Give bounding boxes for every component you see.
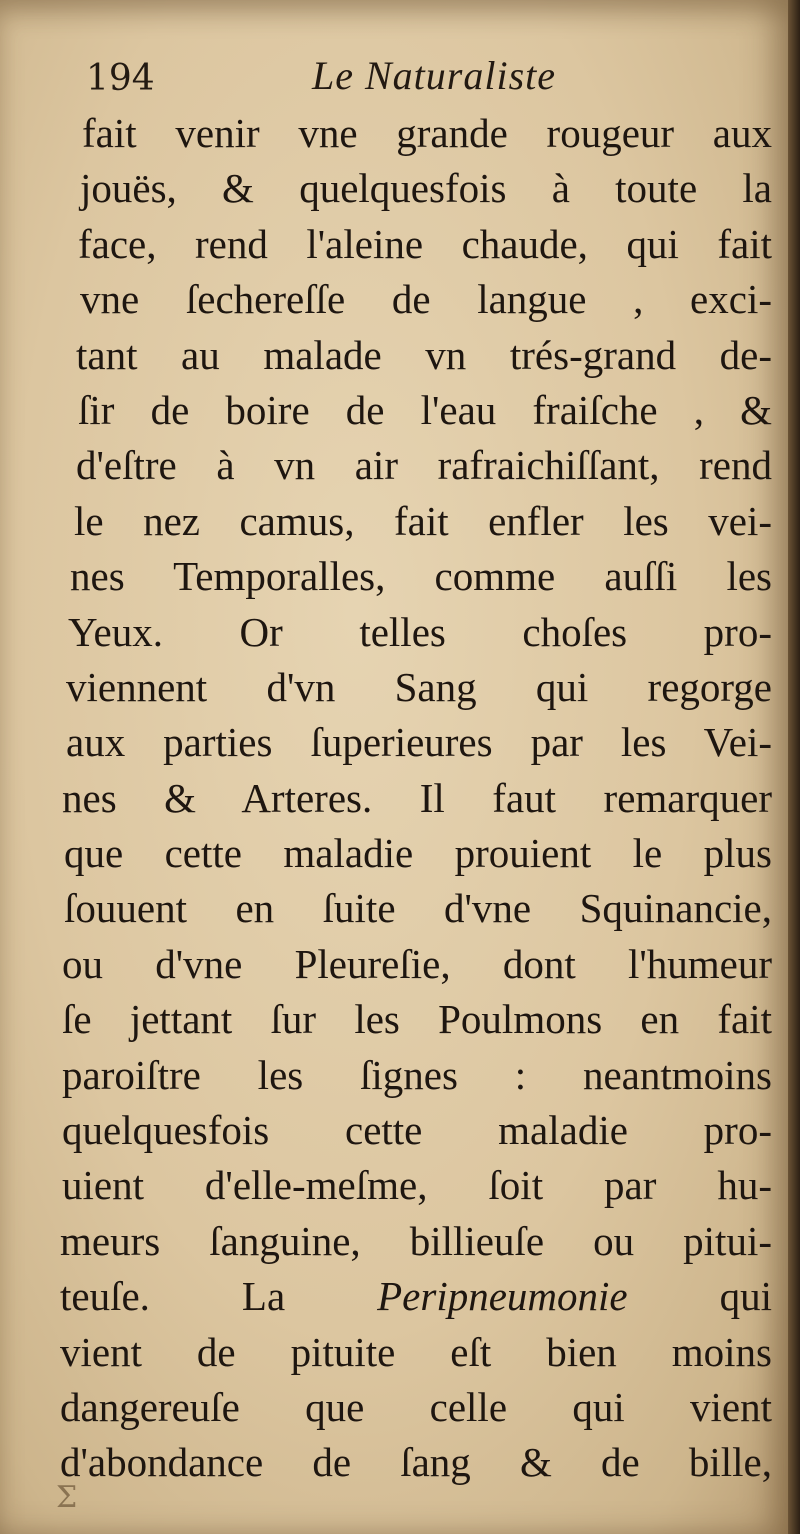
text-line: paroiſtre les ſignes : neantmoins <box>62 1051 772 1098</box>
text-line: le nez camus, fait enfler les vei- <box>74 497 772 544</box>
text-line: quelquesfois cette maladie pro- <box>62 1107 772 1154</box>
page-header <box>86 52 726 108</box>
text-line: tant au malade vn trés-grand de- <box>76 331 772 378</box>
text-line: ſouuent en ſuite d'vne Squinancie, <box>64 885 772 932</box>
text-line: Yeux. Or telles choſes pro- <box>68 608 772 655</box>
text-line: viennent d'vn Sang qui regorge <box>66 663 772 710</box>
text-line: ſir de boire de l'eau fraiſche , & <box>78 386 772 433</box>
text-line: ou d'vne Pleureſie, dont l'humeur <box>62 940 772 987</box>
text-line: nes & Arteres. Il faut remarquer <box>62 774 772 821</box>
page-edge <box>788 0 800 1534</box>
text-line: ſe jettant ſur les Poulmons en fait <box>62 996 772 1043</box>
text-line: nes Temporalles, comme auſſi les <box>70 553 772 600</box>
running-title: Le Naturaliste <box>312 53 557 98</box>
text-line: aux parties ſuperieures par les Vei- <box>66 719 772 766</box>
text-line: fait venir vne grande rougeur aux <box>82 110 772 156</box>
text-fragment: qui <box>719 1273 773 1320</box>
text-fragment: teuſe. La <box>60 1273 286 1320</box>
text-line: uient d'elle-meſme, ſoit par hu- <box>62 1162 772 1209</box>
italic-term: Peripneumonie <box>377 1273 628 1320</box>
text-line: jouës, & quelquesfois à toute la <box>80 165 772 212</box>
text-line: face, rend l'aleine chaude, qui fait <box>78 220 772 267</box>
text-line: d'eſtre à vn air rafraichiſſant, rend <box>76 442 772 489</box>
page-number: 194 <box>86 58 155 99</box>
body-text <box>60 106 772 1491</box>
text-line: vne ſechereſſe de langue , exci- <box>80 276 772 323</box>
text-line: d'abondance de ſang & de bille, <box>60 1439 772 1486</box>
text-line: meurs ſanguine, billieuſe ou pitui- <box>60 1217 772 1264</box>
text-line-mixed <box>60 1269 772 1324</box>
text-line: que cette maladie prouient le plus <box>64 830 772 877</box>
text-line: vient de pituite eſt bien moins <box>60 1328 772 1375</box>
footer-mark: Σ <box>56 1480 78 1515</box>
text-line: dangereuſe que celle qui vient <box>60 1383 772 1430</box>
